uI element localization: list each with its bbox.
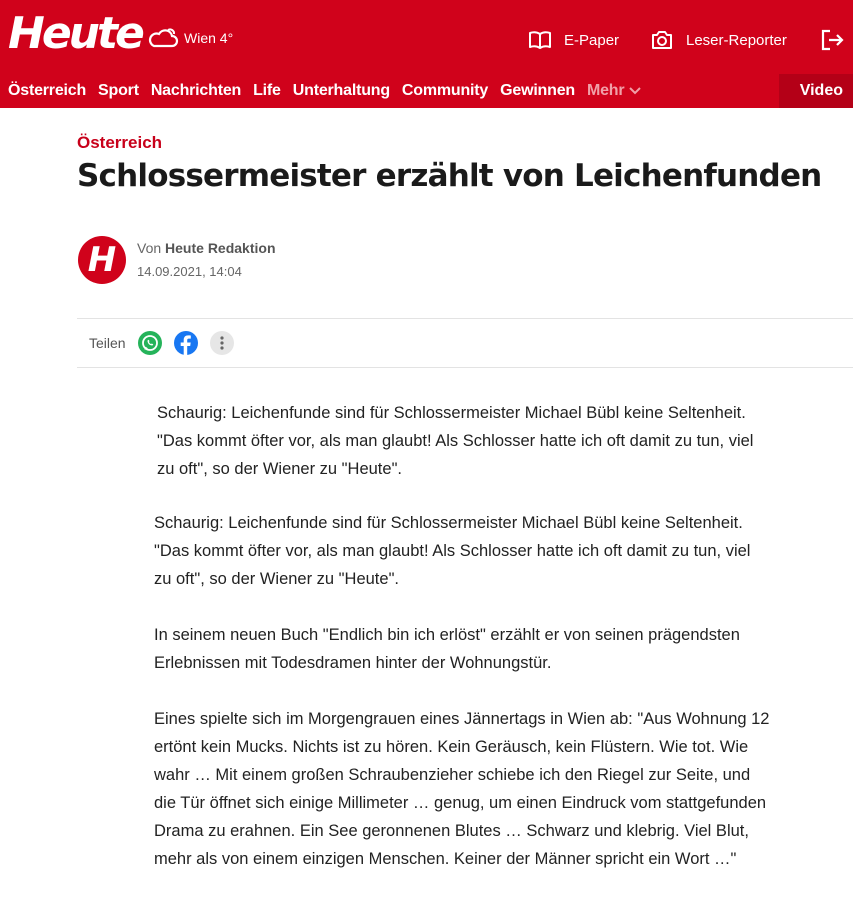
mehr-label: Mehr: [586, 82, 625, 99]
article-lead: Schaurig: Leichenfunde sind für Schlossermeister Michael Bübl keine Seltenheit. "Das kommt öfter vor, als man glaubt! Als Schlosser hatte ich oft damit zu tun, viel zu oft", so der Wiener zu "Heute".: [157, 404, 754, 478]
publish-date: 14.09.2021, 14:04: [137, 264, 242, 279]
share-bar: [89, 331, 246, 355]
book-icon: [528, 28, 552, 52]
share-label: Teilen: [89, 335, 126, 351]
byline: [137, 240, 276, 256]
article-paragraph: Eines spielte sich im Morgengrauen eines Jännertags in Wien ab: "Aus Wohnung 12 ertönt kein Mucks. Nichts ist zu hören. Kein Geräusch, kein Flüstern. Wie tot. Wie wahr … Mit einem großen Schraubenzieher schiebe ich den Riegel zur Seite, und die Tür öffnet sich einige Millimeter … genug, um einen Eindruck vom stattgefunden Drama zu erahnen. Ein See geronnenen Blutes … Schwarz und klebrig. Viel Blut, mehr als von einem einzigen Menschen. Keiner der Männer spricht ein Wort …": [154, 710, 770, 868]
nav-item-mehr[interactable]: [587, 82, 641, 100]
whatsapp-icon: [138, 331, 162, 355]
video-tab[interactable]: Video: [779, 74, 853, 108]
leser-reporter-link[interactable]: [650, 28, 787, 52]
whatsapp-share-button[interactable]: [138, 331, 162, 355]
nav-item-nachrichten[interactable]: Nachrichten: [150, 82, 242, 99]
epaper-link[interactable]: [528, 28, 619, 52]
nav-item-community[interactable]: Community: [401, 82, 489, 99]
epaper-label: E-Paper: [564, 31, 620, 49]
nav-item-gewinnen[interactable]: Gewinnen: [500, 82, 575, 99]
nav-item-life[interactable]: Life: [253, 82, 281, 99]
camera-icon: [650, 28, 674, 52]
chevron-down-icon: [629, 86, 641, 96]
more-share-button[interactable]: [210, 331, 234, 355]
facebook-icon: [174, 331, 198, 355]
facebook-share-button[interactable]: [174, 331, 198, 355]
article-category[interactable]: Österreich: [77, 133, 163, 152]
article-paragraph: Schaurig: Leichenfunde sind für Schlossermeister Michael Bübl keine Seltenheit. "Das kommt öfter vor, als man glaubt! Als Schlosser hatte ich oft damit zu tun, viel zu oft", so der Wiener zu "Heute".: [154, 514, 751, 588]
author-avatar[interactable]: [78, 236, 126, 284]
article-paragraph: In seinem neuen Buch "Endlich bin ich erlöst" erzählt er von seinen prägendsten Erlebnissen mit Todesdramen hinter der Wohnungstür.: [154, 626, 740, 672]
nav-item-oesterreich[interactable]: Österreich: [8, 82, 87, 99]
share-divider-top: [77, 318, 853, 319]
nav-item-sport[interactable]: Sport: [98, 82, 139, 99]
main-nav: [0, 74, 645, 108]
article-headline: Schlossermeister erzählt von Leichenfunden: [77, 158, 822, 194]
cloud-icon: [146, 24, 180, 52]
site-logo[interactable]: Heute: [8, 8, 142, 59]
share-divider-bottom: [77, 367, 853, 368]
weather-widget[interactable]: [146, 24, 233, 52]
byline-prefix: Von: [137, 240, 162, 256]
author-name[interactable]: Heute Redaktion: [165, 240, 276, 256]
weather-text: Wien 4°: [184, 30, 234, 46]
login-button[interactable]: [820, 28, 853, 52]
nav-item-unterhaltung[interactable]: Unterhaltung: [292, 82, 390, 99]
reporter-label: Leser-Reporter: [686, 31, 787, 49]
author-avatar-letter: H: [87, 240, 117, 280]
more-icon: [210, 331, 234, 355]
site-header: [0, 0, 853, 108]
logout-icon: [820, 28, 844, 52]
